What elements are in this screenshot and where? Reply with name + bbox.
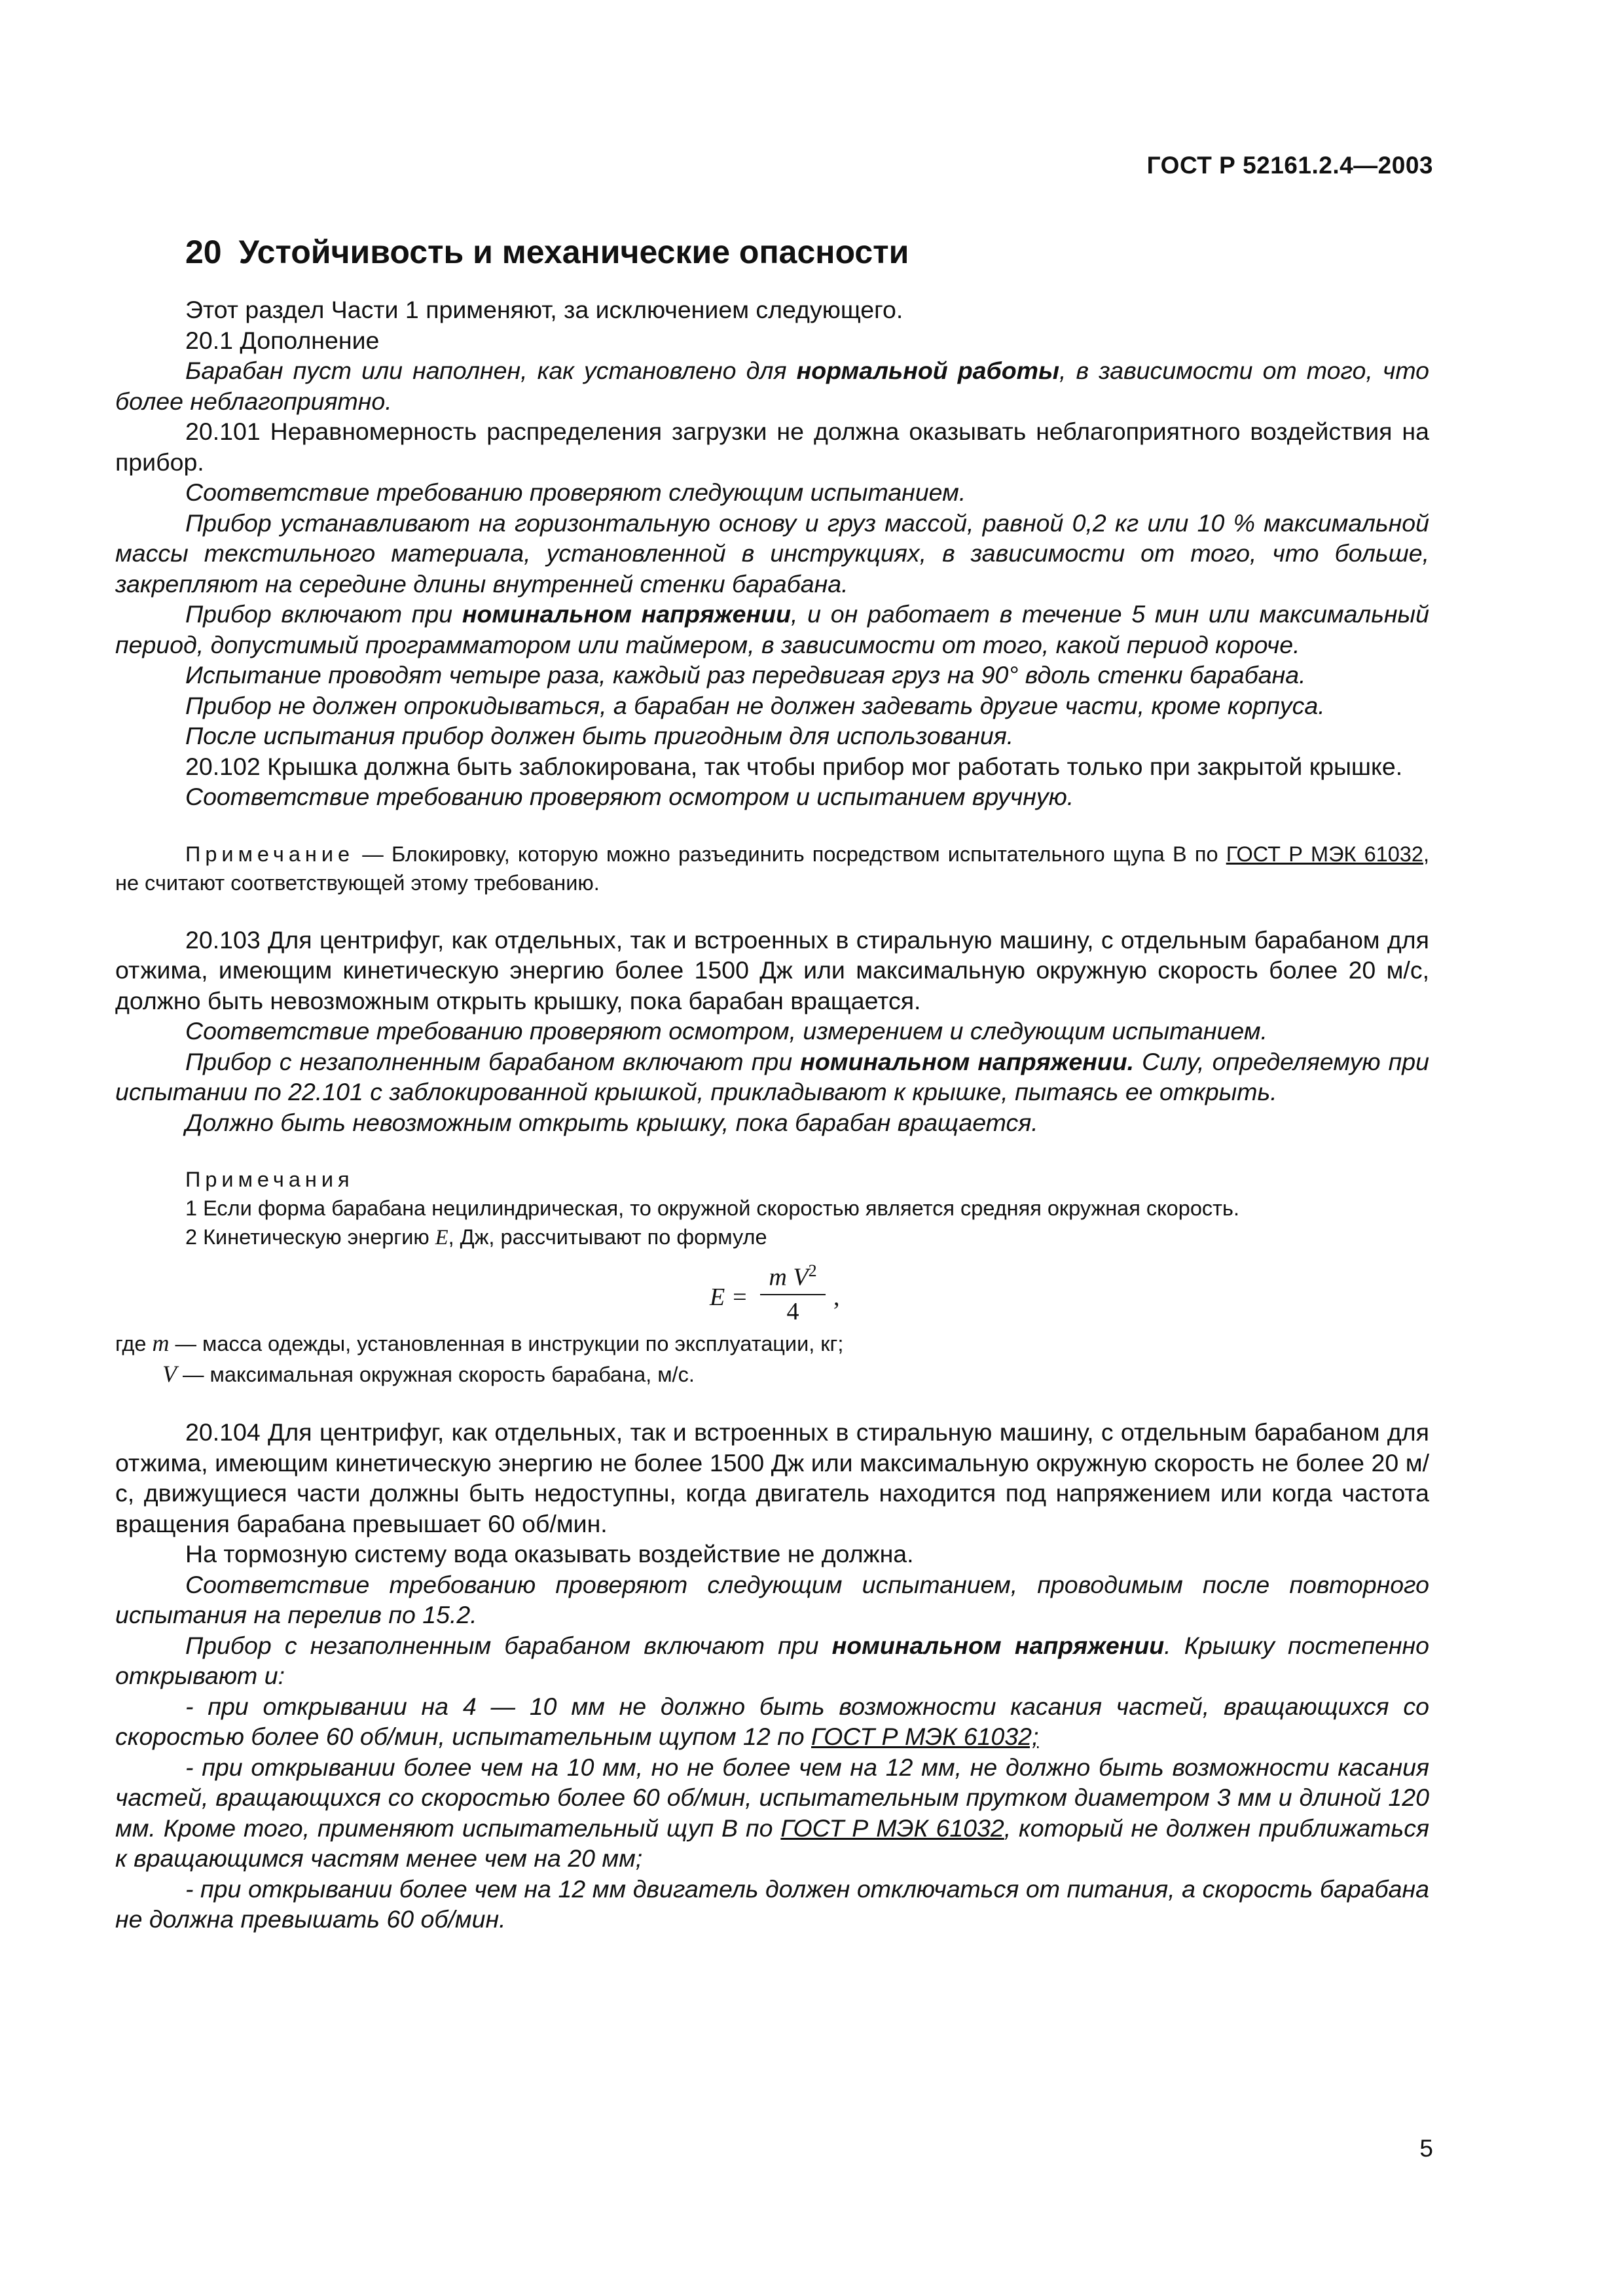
- clause-20-101-text: 20.101 Неравномерность распределения загрузки не должна оказывать неблагоприятного воздействия на прибор.: [115, 418, 1429, 476]
- list-item-3: - при открывании более чем на 12 мм двигатель должен отключаться от питания, а скорость барабана не должна превышать 60 об/мин.: [115, 1874, 1429, 1933]
- note-label: Примечание: [185, 842, 355, 866]
- list-item-2-text: - при открывании более чем на 10 мм, но не более чем на 12 мм, не должно быть возможности касания частей, вращающихся со скоростью более 60 об/мин, испытательным прутком диаметром 3 мм и длиной 120 мм. Кроме того, применяют испытательный щуп В по: [115, 1753, 1429, 1842]
- clause-20-103-check: Соответствие требованию проверяют осмотром, измерением и следующим испытанием.: [185, 1017, 1267, 1045]
- test-text-end: . Крышку постепенно открывают и:: [115, 1631, 1429, 1689]
- formula-lhs-text: E =: [710, 1283, 748, 1311]
- clause-20-104-check: Соответствие требованию проверяют следующим испытанием, проводимым после повторного испытания на перелив по 15.2.: [115, 1570, 1429, 1628]
- list-item-1-text: - при открывании на 4 — 10 мм не должно быть возможности касания частей, вращающихся со скоростью более 60 об/мин, испытательным щупом 12 по: [115, 1692, 1429, 1750]
- page-number: 5: [1419, 2135, 1433, 2162]
- section-title-text: Устойчивость и механические опасности: [238, 234, 909, 270]
- term-rated-voltage: номинальном напряжении.: [800, 1047, 1135, 1075]
- note-1: 1 Если форма барабана нецилиндрическая, то окружной скоростью является средняя окружная скорость.: [185, 1196, 1240, 1220]
- clause-20-103-test: [115, 1047, 1429, 1107]
- test-text-end: Силу, определяемую при испытании по 22.101 с заблокированной крышкой, прикладывают к крышке, пытаясь ее открыть.: [115, 1047, 1430, 1105]
- test-text-start: Прибор с незаполненным барабаном включают при: [185, 1631, 832, 1659]
- clause-20-104-brake: На тормозную систему вода оказывать воздействие не должна.: [185, 1540, 914, 1568]
- test-run-start: Прибор включают при: [185, 600, 462, 628]
- section-number: 20: [185, 234, 222, 270]
- list-item-2: [115, 1752, 1429, 1874]
- term-rated-voltage: номинальном напряжении: [831, 1631, 1165, 1659]
- note-text-end: , не считают соответствующей этому требованию.: [115, 842, 1429, 895]
- formula-lhs: [710, 1282, 748, 1313]
- spacer: [115, 812, 1429, 840]
- standard-reference-link[interactable]: ГОСТ Р МЭК 61032: [1226, 842, 1423, 866]
- mass-symbol: m: [152, 1330, 170, 1356]
- standard-reference-link[interactable]: ГОСТ Р МЭК 61032: [780, 1814, 1004, 1842]
- clause-20-102-note: [115, 840, 1429, 897]
- clause-20-101-check: Соответствие требованию проверяют следующим испытанием.: [185, 478, 966, 506]
- clause-20-101-test-run: [115, 599, 1429, 660]
- formula-denominator: 4: [786, 1298, 799, 1326]
- energy-symbol: E: [435, 1226, 448, 1249]
- standard-code-header: ГОСТ Р 52161.2.4—2003: [1146, 152, 1433, 179]
- note-2-end: , Дж, рассчитывают по формуле: [448, 1225, 767, 1249]
- clause-20-1-text: [115, 355, 1429, 416]
- where-v: [115, 1359, 1429, 1390]
- note-2-start: 2 Кинетическую энергию: [185, 1225, 435, 1249]
- velocity-symbol: V: [162, 1361, 177, 1387]
- where-label: где: [115, 1332, 153, 1355]
- clause-20-102-text: 20.102 Крышка должна быть заблокирована, так чтобы прибор мог работать только при закрытой крышке.: [185, 752, 1403, 780]
- test-run-end: , и он работает в течение 5 мин или максимальный период, допустимый программатором или таймером, в зависимости от того, какой период короче.: [115, 600, 1429, 658]
- where-v-text: — максимальная окружная скорость барабана, м/с.: [177, 1363, 695, 1386]
- clause-20-101-after-test: После испытания прибор должен быть пригодным для использования.: [185, 722, 1014, 749]
- clause-20-1-heading: 20.1 Дополнение: [185, 326, 380, 354]
- clause-20-102-check: Соответствие требованию проверяют осмотром и испытанием вручную.: [185, 783, 1074, 810]
- clause-20-103-text: 20.103 Для центрифуг, как отдельных, так и встроенных в стиральную машину, с отдельным барабаном для отжима, имеющим кинетическую энергию более 1500 Дж или максимальную окружную скорость более 20 м/с, должно быть невозможным открыть крышку, пока барабан вращается.: [115, 925, 1429, 1014]
- where-m: [115, 1328, 1429, 1359]
- where-m-text: — масса одежды, установленная в инструкции по эксплуатации, кг;: [169, 1332, 844, 1355]
- clause-20-104-test: [115, 1630, 1429, 1691]
- section-intro: Этот раздел Части 1 применяют, за исключением следующего.: [185, 296, 903, 323]
- clause-20-101-test-setup: Прибор устанавливают на горизонтальную основу и груз массой, равной 0,2 кг или 10 % максимальной массы текстильного материала, установленной в инструкциях, в зависимости от того, что больше, закрепляют на середине длины внутренней стенки барабана.: [115, 509, 1429, 598]
- kinetic-energy-formula: [115, 1256, 1429, 1328]
- formula-comma: ,: [833, 1283, 840, 1311]
- clause-20-1-text-start: Барабан пуст или наполнен, как установлено для: [185, 357, 797, 384]
- formula-exponent: 2: [808, 1261, 817, 1280]
- formula-fraction: [760, 1256, 826, 1327]
- standard-reference-link[interactable]: ГОСТ Р МЭК 61032;: [811, 1723, 1039, 1750]
- section-title: [185, 233, 909, 271]
- list-item-2-end: , который не должен приближаться к вращающимся частям менее чем на 20 мм;: [115, 1814, 1429, 1872]
- note-2: [115, 1223, 1429, 1252]
- formula-numerator: [760, 1256, 826, 1295]
- term-normal-operation: нормальной работы: [796, 357, 1060, 384]
- spacer: [115, 1390, 1429, 1417]
- formula-numerator-text: m V: [769, 1263, 809, 1291]
- clause-20-103-criterion: Должно быть невозможным открыть крышку, пока барабан вращается.: [185, 1108, 1038, 1136]
- note-text-start: — Блокировку, которую можно разъединить посредством испытательного щупа В по: [354, 842, 1226, 866]
- spacer: [115, 1138, 1429, 1165]
- clause-20-101-criterion: Прибор не должен опрокидываться, а барабан не должен задевать другие части, кроме корпуса.: [185, 691, 1325, 719]
- spacer: [115, 897, 1429, 925]
- clause-20-101-test-repeat: Испытание проводят четыре раза, каждый раз передвигая груз на 90° вдоль стенки барабана.: [185, 661, 1306, 689]
- list-item-1: [115, 1691, 1429, 1752]
- document-body: [115, 295, 1429, 1935]
- notes-label: Примечания: [185, 1168, 354, 1191]
- test-text-start: Прибор с незаполненным барабаном включают при: [185, 1047, 801, 1075]
- clause-20-104-text: 20.104 Для центрифуг, как отдельных, так и встроенных в стиральную машину, с отдельным барабаном для отжима, имеющим кинетическую энергию не более 1500 Дж или максимальную окружную скорость не более 20 м/с, движущиеся части должны быть недоступны, когда двигатель находится под напряжением или когда частота вращения барабана превышает 60 об/мин.: [115, 1418, 1429, 1537]
- term-rated-voltage: номинальном напряжении: [462, 600, 791, 628]
- clause-20-1-text-end: , в зависимости от того, что более неблагоприятно.: [115, 357, 1429, 415]
